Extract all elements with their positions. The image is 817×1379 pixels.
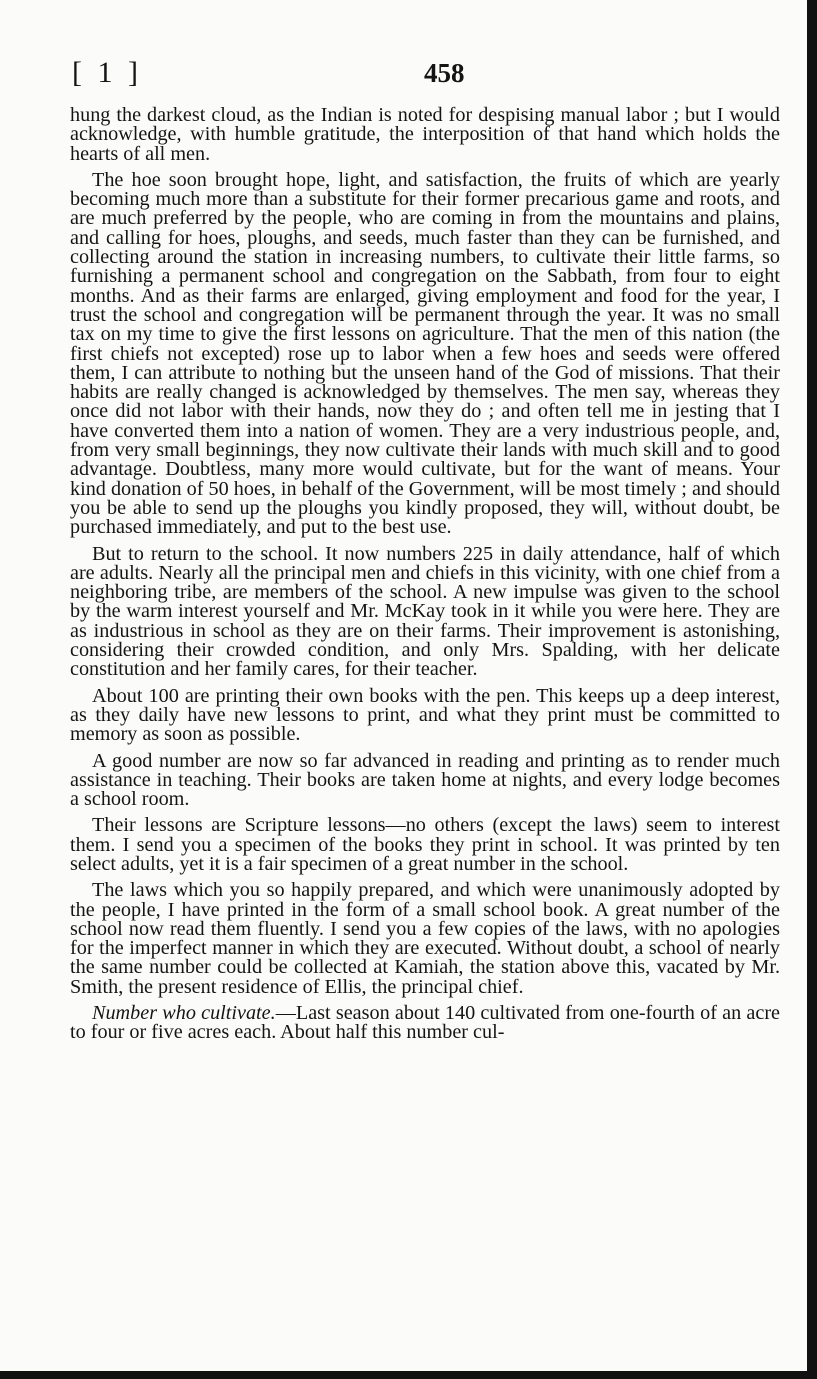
paragraph-lessons: Their lessons are Scripture lessons—no others (except the laws) seem to interest them. I send you a specimen of the books they print in school. It was printed by ten select adults, yet it is a fair specimen of a great number in the school. bbox=[70, 814, 780, 875]
paragraph-hoe: The hoe soon brought hope, light, and satisfaction, the fruits of which are yearly becoming much more than a substitute for their former precarious game and roots, and are much preferred by the people, who are coming in from the mountains and plains, and calling for hoes, ploughs, and seeds, much faster than they can be furnished, and collecting around the station in increasing numbers, to cultivate their little farms, so furnishing a permanent school and congregation on the Sabbath, from four to eight months. And as their farms are enlarged, giving employment and food for the year, I trust the school and congregation will be permanent through the year. It was no small tax on my time to give the first lessons on agriculture. That the men of this nation (the first chiefs not excepted) rose up to labor when a few hoes and seeds were offered them, I can attribute to nothing but the unseen hand of the God of missions. That their habits are really changed is acknowledged by themselves. The men say, whereas they once did not labor with their hands, now they do ; and often tell me in jesting that I have converted them into a nation of women. They are a very industrious people, and, from very small beginnings, they now cultivate their lands with much skill and to good advantage. Doubtless, many more would cultivate, but for the want of means. Your kind donation of 50 hoes, in behalf of the Government, will be most timely ; and should you be able to send up the ploughs you kindly proposed, they will, without doubt, be purchased immediately, and put to the best use. bbox=[70, 168, 780, 539]
paragraph-reading: A good number are now so far advanced in reading and printing as to render much assistance in teaching. Their books are taken home at nights, and every lodge becomes a school room. bbox=[70, 749, 780, 811]
page-number: 458 bbox=[424, 58, 465, 88]
paragraph-lead-italic: Number who cultivate. bbox=[92, 1002, 276, 1025]
paragraph-cultivate bbox=[70, 1004, 780, 1043]
paragraph-continuation: hung the darkest cloud, as the Indian is noted for despising manual labor ; but I would acknowledge, with humble gratitude, the interposition of that hand which holds the hearts of all men. bbox=[70, 104, 780, 165]
body-text bbox=[70, 106, 780, 1050]
signature-mark: [ 1 ] bbox=[72, 56, 142, 89]
paragraph-laws: The laws which you so happily prepared, and which were unanimously adopted by the people, I have printed in the form of a small school book. A great number of the school now read them fluently. I send you a few copies of the laws, with no apologies for the imperfect manner in which they are executed. Without doubt, a school of nearly the same number could be collected at Kamiah, the station above this, vacated by Mr. Smith, the present residence of Ellis, the principal chief. bbox=[70, 879, 780, 998]
paragraph-printing: About 100 are printing their own books with the pen. This keeps up a deep interest, as they daily have new lessons to print, and what they print must be committed to memory as soon as possible. bbox=[70, 684, 780, 746]
page-header bbox=[72, 56, 767, 96]
paragraph-school: But to return to the school. It now numbers 225 in daily attendance, half of which are adults. Nearly all the principal men and chiefs in this vicinity, with one chief from a neighboring tribe, are members of the school. A new impulse was given to the school by the warm interest yourself and Mr. McKay took in it while you were here. They are as industrious in school as they are on their farms. Their improvement is astonishing, considering their crowded condition, and only Mrs. Spalding, with her delicate constitution and her family cares, for their teacher. bbox=[70, 542, 780, 681]
paragraph-cultivate-text: —Last season about 140 cultivated from one-fourth of an acre to four or five acres each. About half this number cul- bbox=[70, 1002, 781, 1044]
